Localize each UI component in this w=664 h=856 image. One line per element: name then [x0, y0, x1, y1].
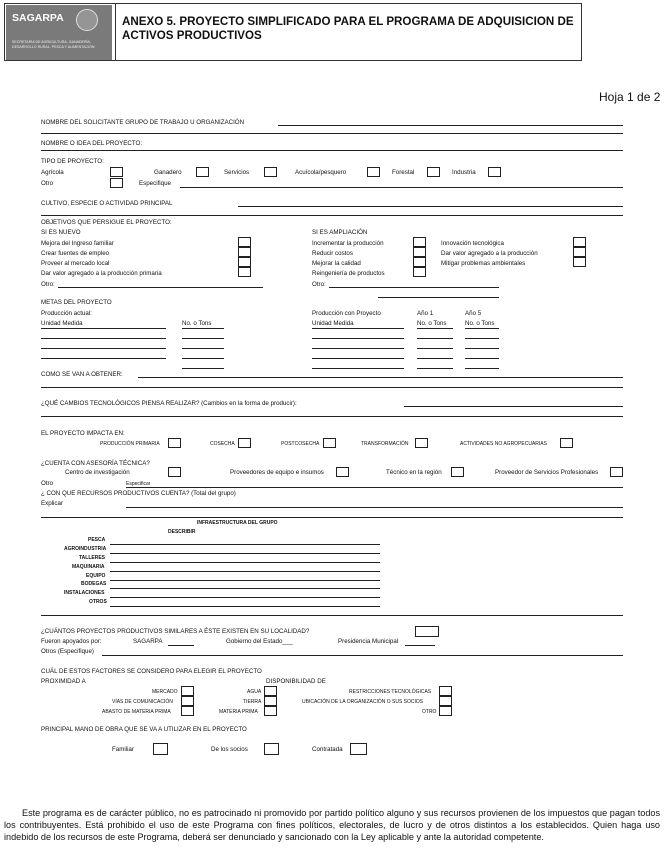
tipo-servicios: Servicios [224, 169, 250, 176]
obj-otro-right: Otro: [312, 281, 326, 288]
logo-subtitle: SECRETARÍA DE AGRICULTURA, GANADERÍA, DESARROLLO RURAL, PESCA Y ALIMENTACIÓN [12, 40, 95, 49]
obj-left-4-checkbox[interactable] [238, 267, 251, 277]
obj-mid-1: Incrementar la producción [312, 240, 384, 247]
asesoria-tecnico: Técnico en la región [386, 469, 442, 476]
metas-tons-1: No. o Tons [182, 320, 212, 327]
obj-left-2: Crear fuentes de empleo [41, 250, 110, 257]
recursos-label: ¿ CON QUE RECURSOS PRODUCTIVOS CUENTA? (Total del grupo) [41, 490, 236, 497]
obj-left-1-checkbox[interactable] [238, 237, 251, 247]
impacta-transformacion: TRANSFORMACIÓN [361, 441, 409, 447]
tipo-label: TIPO DE PROYECTO: [41, 158, 104, 165]
metas-tons-2: No. o Tons [417, 320, 447, 327]
objetivos-ampliacion: SI ES AMPLIACIÓN [312, 229, 368, 236]
mano-obra-familiar-checkbox[interactable] [153, 743, 168, 755]
factor-vias-checkbox[interactable] [181, 696, 194, 706]
obj-mid-2: Reducir costos [312, 250, 353, 257]
asesoria-centro: Centro de investigación [65, 469, 130, 476]
seal-icon [76, 9, 98, 31]
impacta-postcosecha: POSTCOSECHA [281, 441, 320, 447]
obj-mid-3-checkbox[interactable] [413, 257, 426, 267]
infra-talleres: TALLERES [79, 555, 106, 561]
obj-mid-1-checkbox[interactable] [413, 237, 426, 247]
factores-label: CUÁL DE ESTOS FACTORES SE CONSIDERO PARA ELEGIR EL PROYECTO [41, 668, 262, 675]
obj-mid-4-checkbox[interactable] [413, 267, 426, 277]
tipo-forestal-checkbox[interactable] [427, 167, 440, 177]
metas-unidad-1: Unidad Medida [41, 320, 83, 327]
metas-tons-3: No. o Tons [465, 320, 495, 327]
similares-presidencia-field[interactable] [405, 645, 435, 646]
tipo-otro: Otro [41, 180, 54, 187]
factor-tierra: TIERRA [243, 699, 262, 705]
obj-left-4: Dar valor agregado a la producción primaria [41, 270, 162, 277]
asesoria-profesionales: Proveedor de Servicios Profesionales [495, 469, 599, 476]
cultivo-label: CULTIVO, ESPECIE O ACTIVIDAD PRINCIPAL [41, 200, 173, 207]
sagarpa-logo [6, 5, 112, 60]
tipo-agricola-checkbox[interactable] [110, 167, 123, 177]
impacta-transformacion-checkbox[interactable] [415, 438, 428, 448]
como-label: COMO SE VAN A OBTENER: [41, 371, 123, 378]
factor-agua: AGUA [247, 689, 262, 695]
infra-agroindustria: AGROINDUSTRIA [64, 546, 107, 552]
logo-text: SAGARPA [12, 12, 64, 24]
obj-otro-left: Otro: [41, 281, 55, 288]
impacta-label: EL PROYECTO IMPACTA EN: [41, 430, 125, 437]
infra-maquinaria: MAQUINARIA [72, 564, 105, 570]
tipo-ganadero: Ganadero [154, 169, 182, 176]
tipo-otro-checkbox[interactable] [110, 178, 123, 188]
tipo-industria-checkbox[interactable] [488, 167, 501, 177]
asesoria-profesionales-checkbox[interactable] [610, 467, 623, 477]
factores-proximidad: PROXIMIDAD A [41, 678, 86, 685]
recursos-explicar-field[interactable] [126, 507, 623, 508]
similares-label: ¿CUÁNTOS PROYECTOS PRODUCTIVOS SIMILARES A ÉSTE EXISTEN EN SU LOCALIDAD? [41, 628, 310, 635]
tipo-ganadero-checkbox[interactable] [196, 167, 209, 177]
metas-ano1: Año 1 [417, 310, 434, 317]
impacta-cosecha: COSECHA [210, 441, 235, 447]
metas-ano5: Año 5 [465, 310, 482, 317]
tipo-agricola: Agrícola [41, 169, 64, 176]
nombre-proyecto-field[interactable] [41, 150, 623, 151]
page-title: ANEXO 5. PROYECTO SIMPLIFICADO PARA EL PROGRAMA DE ADQUISICION DE ACTIVOS PRODUCTIVOS [122, 15, 574, 42]
infra-instalaciones: INSTALACIONES [64, 590, 105, 596]
asesoria-label: ¿CUENTA CON ASESORÍA TÉCNICA? [41, 460, 150, 467]
factor-otro-checkbox[interactable] [439, 706, 452, 716]
asesoria-especificar-field[interactable] [126, 487, 623, 488]
obj-left-2-checkbox[interactable] [238, 247, 251, 257]
mano-obra-familiar: Familiar [112, 746, 135, 753]
footer-disclaimer: Este programa es de carácter público, no es patrocinado ni promovido por partido político alguno y sus recursos provienen de los impuestos que pagan todos los contribuyentes. Está prohibido el uso de este Programa con fines políticos, electorales, de lucro y de otros distintos a los establecidos. Quien haga uso indebido de los recursos de este Programa, deberá ser denunciado y sancionado con la Ley aplicable y ante la autoridad competente. [4, 808, 660, 842]
impacta-no-agro: ACTIVIDADES NO AGROPECUARIAS [460, 441, 547, 447]
metas-unidad-2: Unidad Medida [312, 320, 354, 327]
header [4, 3, 582, 61]
solicitante-label: NOMBRE DEL SOLICITANTE GRUPO DE TRABAJO U ORGANIZACIÓN [41, 119, 245, 126]
similares-otros-field[interactable] [102, 655, 623, 656]
obj-mid-2-checkbox[interactable] [413, 247, 426, 257]
factor-abasto: ABASTO DE MATERIA PRIMA [102, 709, 171, 715]
infra-equipo: EQUIPO [86, 573, 106, 579]
tipo-forestal: Forestal [392, 169, 415, 176]
tipo-acuicola-checkbox[interactable] [367, 167, 380, 177]
obj-right-3: Mitigar problemas ambientales [441, 260, 526, 267]
obj-left-3: Proveer al mercado local [41, 260, 110, 267]
nombre-proyecto-label: NOMBRE O IDEA DEL PROYECTO: [41, 140, 143, 147]
factor-abasto-checkbox[interactable] [181, 706, 194, 716]
cambios-field[interactable] [404, 406, 623, 407]
mano-obra-socios-checkbox[interactable] [264, 743, 279, 755]
factor-tierra-checkbox[interactable] [264, 696, 277, 706]
impacta-primaria: PRODUCCIÓN PRIMARIA [100, 441, 160, 447]
objetivos-label: OBJETIVOS QUE PERSIGUE EL PROYECTO: [41, 219, 172, 226]
similares-gobierno: Gobierno del Estado___ [226, 638, 293, 645]
factor-restricciones-checkbox[interactable] [439, 686, 452, 696]
mano-obra-label: PRINCIPAL MANO DE OBRA QUE SE VA A UTILIZAR EN EL PROYECTO [41, 726, 247, 733]
asesoria-tecnico-checkbox[interactable] [451, 467, 464, 477]
tipo-industria: Industria [452, 169, 476, 176]
similares-otros: Otros (Especifique) [41, 648, 94, 655]
infra-pesca: PESCA [88, 537, 106, 543]
factor-materia: MATERIA PRIMA [219, 709, 258, 715]
asesoria-proveedores-checkbox[interactable] [336, 467, 349, 477]
similares-sagarpa: SAGARPA [133, 638, 163, 645]
tipo-acuicola: Acuícola/pesquero [295, 169, 347, 176]
obj-otro-left-field[interactable] [58, 287, 263, 288]
factor-vias: VÍAS DE COMUNICACIÓN [112, 699, 173, 705]
similares-count-box[interactable] [415, 626, 439, 637]
obj-right-2: Dar valor agregado a la producción [441, 250, 538, 257]
asesoria-especificar: Especificar [126, 481, 151, 487]
page-number: Hoja 1 de 2 [599, 90, 661, 104]
infra-bodegas: BODEGAS [81, 581, 107, 587]
similares-fueron: Fueron apoyados por: [41, 638, 102, 645]
obj-right-3-checkbox[interactable] [573, 257, 586, 267]
obj-right-1-checkbox[interactable] [573, 237, 586, 247]
asesoria-otro: Otro [41, 480, 54, 487]
obj-mid-3: Mejorar la calidad [312, 260, 361, 267]
solicitante-field[interactable] [278, 125, 623, 126]
factor-ubicacion: UBICACIÓN DE LA ORGANIZACIÓN O SUS SOCIOS [302, 699, 424, 705]
impacta-primaria-checkbox[interactable] [168, 438, 181, 448]
mano-obra-contratada-checkbox[interactable] [350, 743, 367, 755]
tipo-servicios-checkbox[interactable] [264, 167, 277, 177]
obj-left-1: Mejora del Ingreso familiar [41, 240, 114, 247]
obj-left-3-checkbox[interactable] [238, 257, 251, 267]
similares-presidencia: Presidencia Municipal [338, 638, 399, 645]
factor-mercado-checkbox[interactable] [181, 686, 194, 696]
factor-mercado: MERCADO [152, 689, 178, 695]
asesoria-centro-checkbox[interactable] [168, 467, 181, 477]
infra-describir: DESCRIBIR [168, 529, 196, 535]
como-field[interactable] [138, 377, 623, 378]
metas-actual: Producción actual: [41, 310, 92, 317]
tipo-especifique: Especifique [139, 180, 171, 187]
obj-right-1: Innovación tecnológica [441, 240, 504, 247]
metas-label: METAS DEL PROYECTO [41, 299, 112, 306]
obj-mid-4: Reingeniería de productos [312, 270, 385, 277]
asesoria-proveedores: Proveedores de equipo e insumos [230, 469, 324, 476]
factores-disponibilidad: DISPONIBILIDAD DE [266, 678, 326, 685]
impacta-postcosecha-checkbox[interactable] [323, 438, 336, 448]
obj-otro-right-field[interactable] [329, 287, 499, 288]
factor-materia-checkbox[interactable] [264, 706, 277, 716]
factor-ubicacion-checkbox[interactable] [439, 696, 452, 706]
factor-restricciones: RESTRICCIONES TECNOLÓGICAS [349, 689, 432, 695]
mano-obra-socios: De los socios [211, 746, 248, 753]
metas-con-proyecto: Producción con Proyecto [312, 310, 381, 317]
tipo-especifique-field[interactable] [180, 187, 623, 188]
objetivos-nuevo: SI ES NUEVO [41, 229, 81, 236]
factor-agua-checkbox[interactable] [264, 686, 277, 696]
infra-title: INFRAESTRUCTURA DEL GRUPO [197, 520, 278, 526]
impacta-no-agro-checkbox[interactable] [560, 438, 573, 448]
similares-sagarpa-field[interactable] [168, 645, 194, 646]
cultivo-field[interactable] [238, 206, 623, 207]
factor-otro: OTRO [422, 709, 437, 715]
mano-obra-contratada: Contratada [312, 746, 343, 753]
infra-otros: OTROS [89, 599, 107, 605]
impacta-cosecha-checkbox[interactable] [238, 438, 251, 448]
obj-right-2-checkbox[interactable] [573, 247, 586, 257]
recursos-explicar: Explicar [41, 500, 64, 507]
cambios-label: ¿QUÉ CAMBIOS TECNOLÓGICOS PIENSA REALIZAR? (Cambios en la forma de producir): [41, 400, 297, 407]
